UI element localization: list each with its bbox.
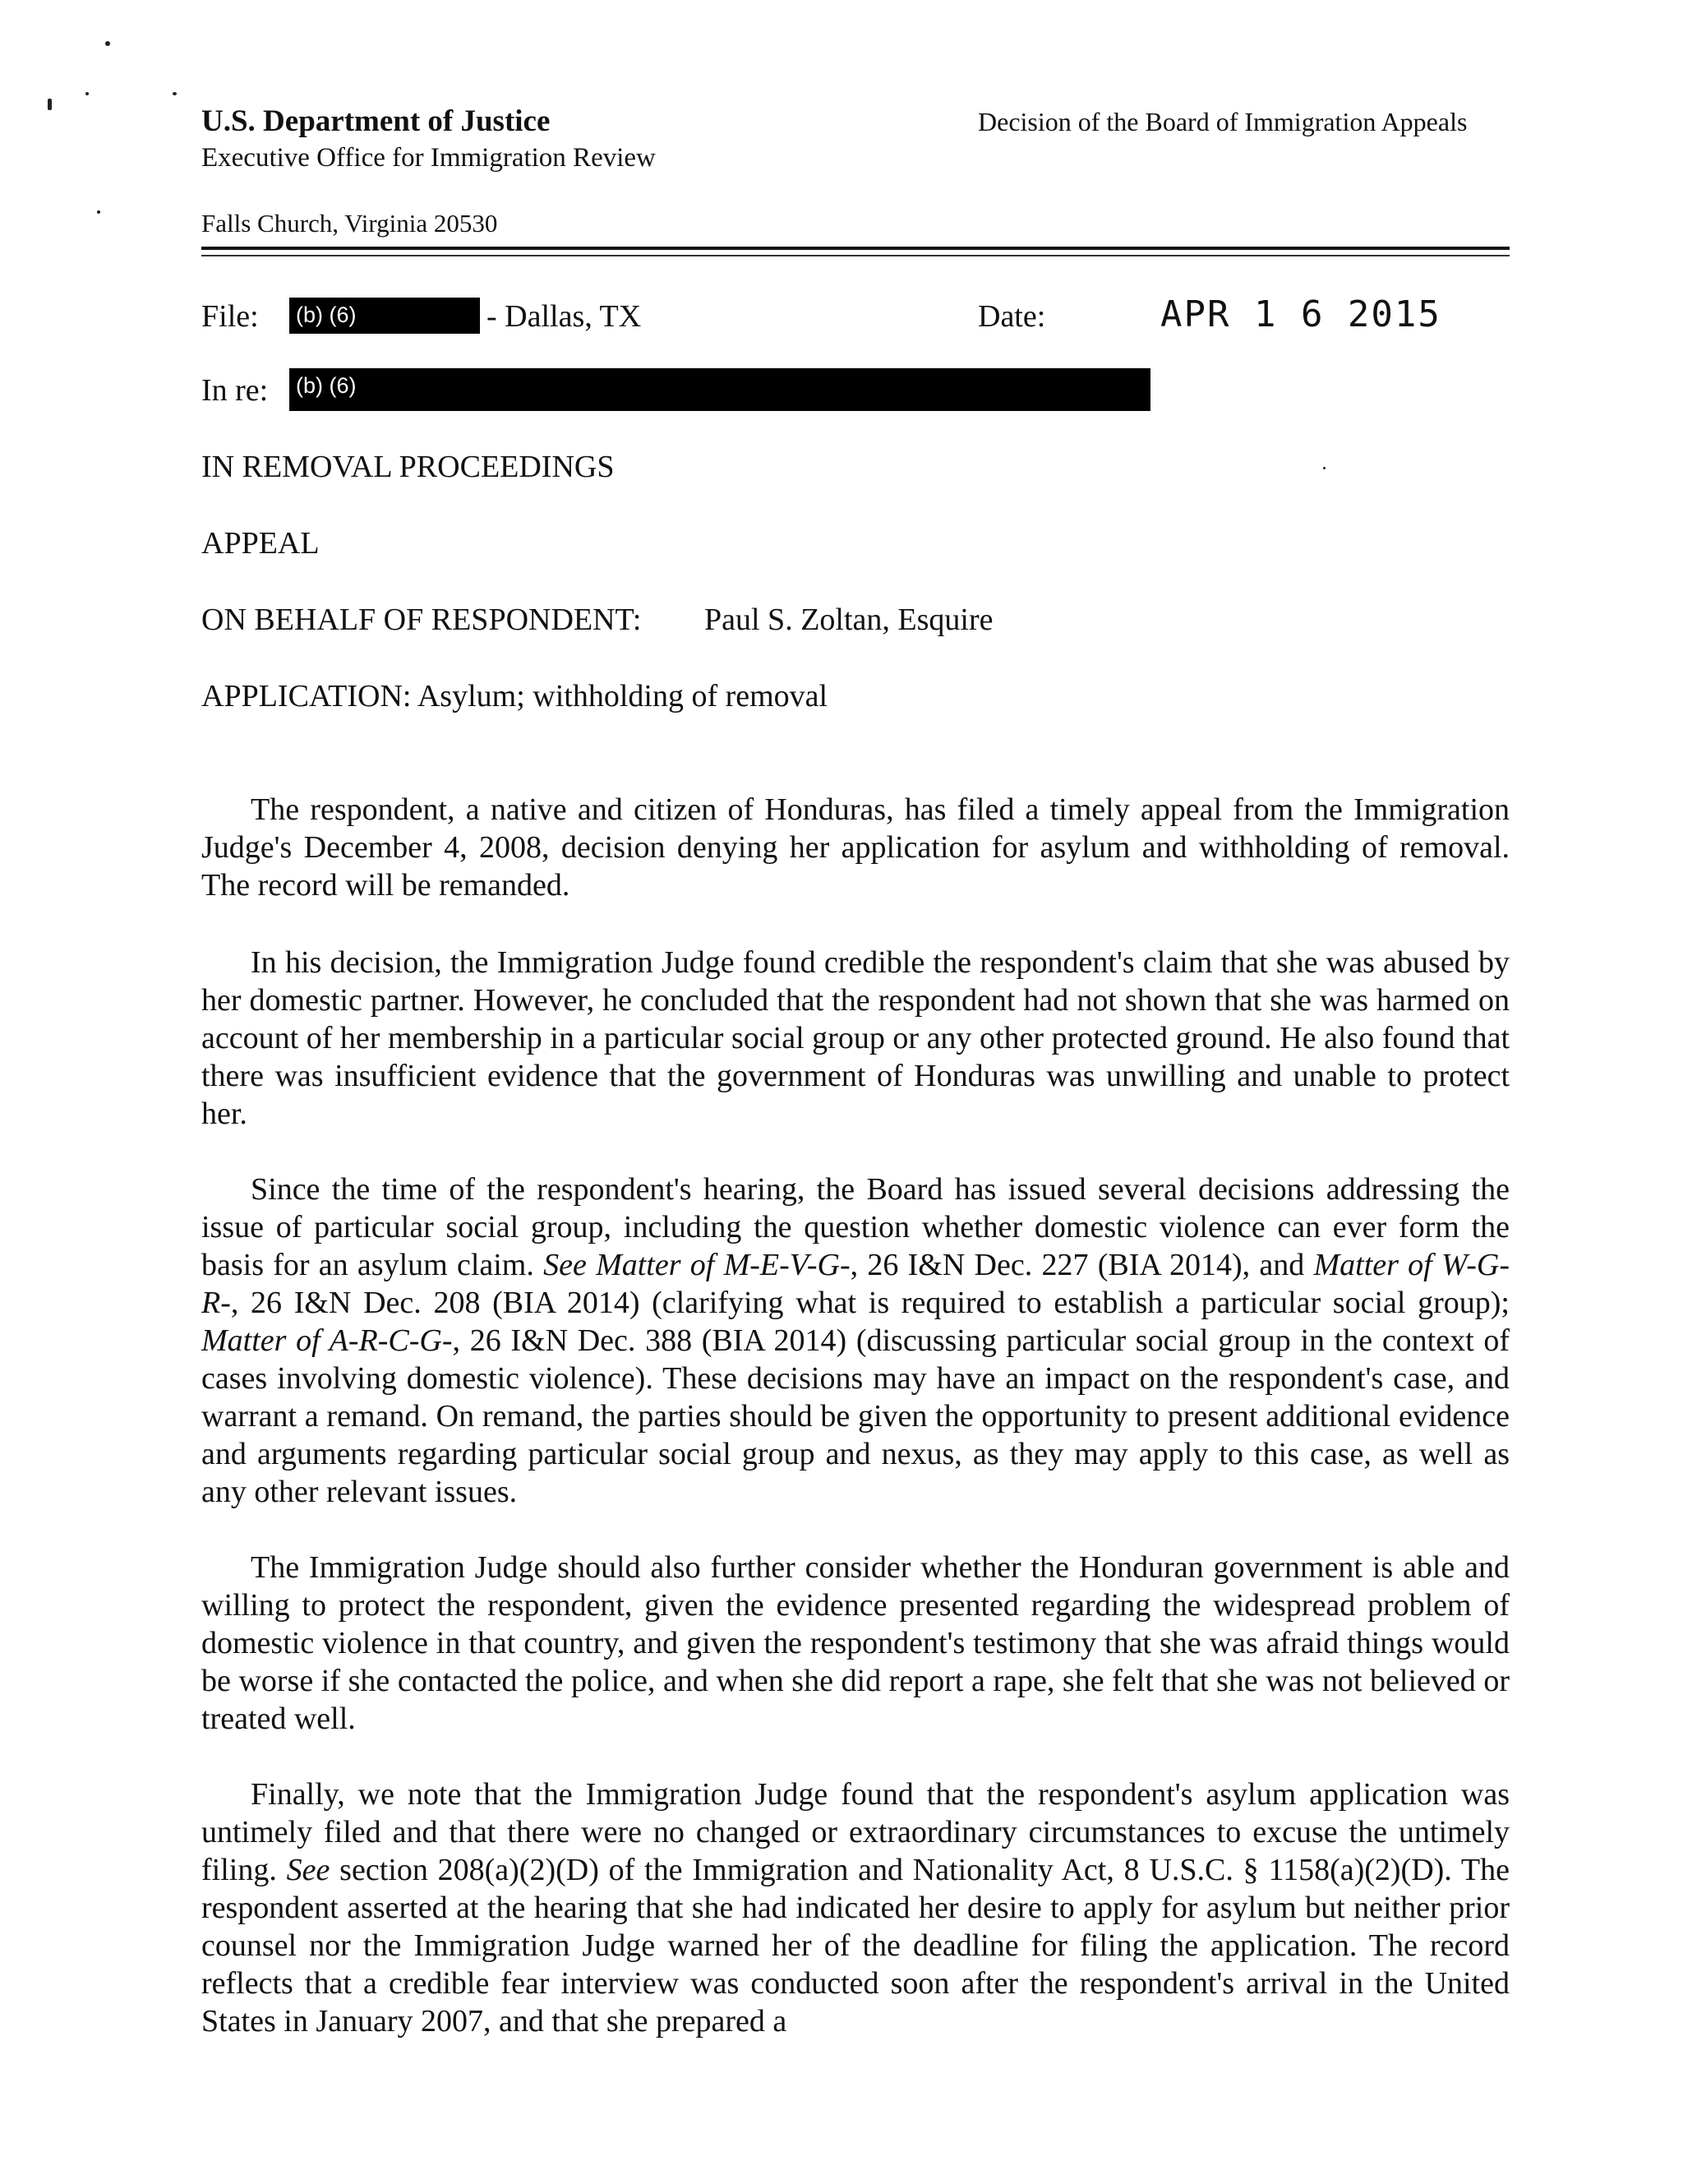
office-address: Falls Church, Virginia 20530 — [201, 209, 498, 238]
file-location: - Dallas, TX — [486, 299, 642, 334]
paragraph-3 — [201, 1170, 1510, 1511]
counsel-line — [201, 601, 994, 639]
paragraph-5-text: section 208(a)(2)(D) of the Immigration and Nationality Act, 8 U.S.C. § 1158(a)(2)(D). The respondent asserted at the hearing that she had indicated her desire to apply for asylum but neither prior counsel nor the Immigration Judge warned her of the deadline for filing the application. The record reflects that a credible fear interview was conducted soon after the respondent's arrival in the United States in January 2007, and that she prepared a — [201, 1853, 1510, 2039]
paragraph-1: The respondent, a native and citizen of Honduras, has filed a timely appeal from the Immigration Judge's December 4, 2008, decision denying her application for asylum and withholding of removal. The record will be remanded. — [201, 792, 1510, 903]
citation-italic: Matter of W-G-R- — [201, 1248, 1510, 1320]
scan-speck — [85, 92, 89, 95]
paragraph-3-text: , 26 I&N Dec. 227 (BIA 2014), and — [850, 1248, 1314, 1282]
office-name: Executive Office for Immigration Review — [201, 143, 656, 173]
appeal-heading: APPEAL — [201, 526, 320, 561]
header-rule — [201, 247, 1510, 250]
department-name: U.S. Department of Justice — [201, 104, 551, 138]
file-label: File: — [201, 299, 259, 334]
citation-italic: See Matter of M-E-V-G- — [543, 1248, 851, 1282]
scan-speck — [1323, 467, 1326, 469]
date-label: Date: — [978, 299, 1046, 334]
board-title: Decision of the Board of Immigration Appeals — [978, 107, 1468, 136]
scan-speck — [105, 41, 110, 46]
paragraph-5 — [201, 1775, 1510, 2040]
paragraph-3-text: , 26 I&N Dec. 388 (BIA 2014) (discussing particular social group in the context of cases involving domestic violence). These decisions may have an impact on the respondent's case, and warrant a remand. On remand, the parties should be given the opportunity to present additional evidence and arguments regarding particular social group and nexus, as they may apply to this case, as well as any other relevant issues. — [201, 1323, 1510, 1509]
respondent-name-redaction: (b) (6) — [289, 368, 1150, 411]
paragraph-4: The Immigration Judge should also further consider whether the Honduran government is able and willing to protect the respondent, given the evidence presented regarding the widespread problem of domestic violence in that country, and given the respondent's testimony that she was afraid things would be worse if she contacted the police, and when she did report a rape, she felt that she was not believed or treated well. — [201, 1550, 1510, 1736]
scan-speck — [97, 210, 100, 214]
file-number-redaction: (b) (6) — [289, 298, 480, 334]
proceedings-heading: IN REMOVAL PROCEEDINGS — [201, 450, 615, 484]
application-line: APPLICATION: Asylum; withholding of removal — [201, 679, 828, 713]
citation-italic: See — [286, 1853, 330, 1887]
paragraph-2: In his decision, the Immigration Judge found credible the respondent's claim that she was abused by her domestic partner. However, he concluded that the respondent had not shown that she was harmed on account of her membership in a particular social group or any other protected ground. He also found that there was insufficient evidence that the government of Honduras was unwilling and unable to protect her. — [201, 945, 1510, 1131]
paragraph-3-text: , 26 I&N Dec. 208 (BIA 2014) (clarifying what is required to establish a particular social group); — [230, 1286, 1510, 1320]
scan-speck — [48, 99, 52, 110]
scan-speck — [173, 92, 177, 95]
date-stamp: APR 1 6 2015 — [1160, 293, 1441, 335]
in-re-label: In re: — [201, 373, 269, 408]
letterhead — [201, 104, 656, 176]
header-rule-thin — [201, 255, 1510, 256]
paragraph-5-text: Finally, we note that the Immigration Judge found that the respondent's asylum application was untimely filed and that there were no changed or extraordinary circumstances to excuse the untimely filing. — [201, 1777, 1510, 1887]
counsel-label: ON BEHALF OF RESPONDENT: — [201, 603, 642, 637]
counsel-name: Paul S. Zoltan, Esquire — [704, 603, 994, 637]
citation-italic: Matter of A-R-C-G- — [201, 1323, 453, 1358]
paragraph-3-text: Since the time of the respondent's hearing, the Board has issued several decisions addressing the issue of particular social group, including the question whether domestic violence can ever form the basis for an asylum claim. — [201, 1172, 1510, 1282]
